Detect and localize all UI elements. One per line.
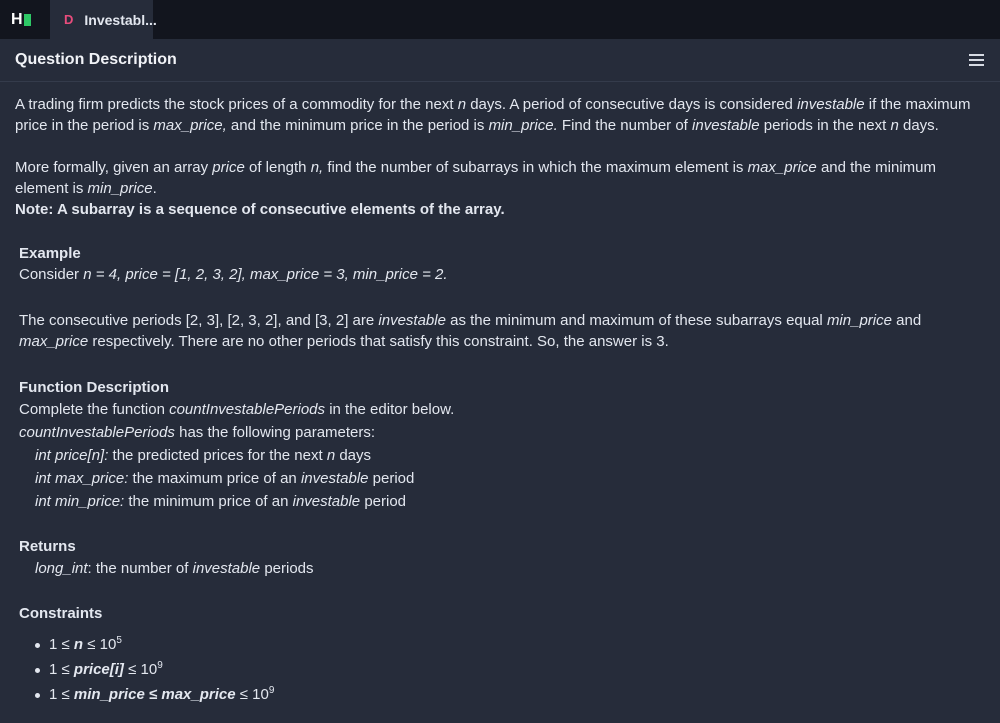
subarray-note: Note: A subarray is a sequence of consecutive elements of the array. (15, 201, 505, 218)
function-description-title: Function Description (19, 379, 169, 396)
description-paragraph-1: A trading firm predicts the stock prices of a commodity for the next n days. A period of consecutive days is considered investable if the maximum price in the period is max_price, and the minimum price in the period is min_price. Find the number of investable periods in the next n days. (15, 96, 971, 134)
constraints-list (19, 634, 985, 705)
constraints-title: Constraints (19, 605, 103, 622)
example-explanation: The consecutive periods [2, 3], [2, 3, 2], and [3, 2] are investable as the minimum and maximum of these subarrays equal min_price and max_price respectively. There are no other periods that satisfy this constraint. So, the answer is 3. (19, 312, 922, 350)
hamburger-menu-icon[interactable] (969, 54, 984, 66)
top-bar (0, 0, 1000, 39)
function-line-1: Complete the function countInvestablePeriods in the editor below. (19, 401, 455, 418)
panel-header (0, 39, 1000, 82)
hackerrank-logo[interactable] (0, 0, 50, 39)
example-line: Consider n = 4, price = [1, 2, 3, 2], max_price = 3, min_price = 2. (19, 266, 448, 283)
param-price: int price[n]: the predicted prices for the next n days (35, 447, 372, 464)
constraint-n: $1 \le n \le 10^5$ (31, 634, 985, 655)
logo-letter: H (11, 10, 22, 28)
question-body (0, 82, 1000, 705)
tab-label: Investabl... (84, 11, 157, 28)
function-line-2: countInvestablePeriods has the following parameters: (19, 424, 376, 441)
returns-title: Returns (19, 538, 76, 555)
param-min-price: int min_price: the minimum price of an investable period (35, 493, 407, 510)
param-max-price: int max_price: the maximum price of an investable period (35, 470, 415, 487)
difficulty-badge: D (64, 12, 74, 27)
returns-line: long_int: the number of investable periods (35, 560, 314, 577)
tab-question[interactable] (50, 0, 157, 39)
constraint-min-max: 1 ≤ min_price ≤ max_price ≤ $10^9$ (31, 684, 985, 705)
panel-title: Question Description (15, 51, 177, 68)
description-paragraph-2: More formally, given an array price of length n, find the number of subarrays in which the maximum element is max_price and the minimum element is min_price. (15, 159, 936, 197)
example-title: Example (19, 245, 81, 262)
constraint-price: 1 ≤ price[i] ≤ $10^9$ (31, 659, 985, 680)
logo-square-icon (24, 14, 31, 26)
